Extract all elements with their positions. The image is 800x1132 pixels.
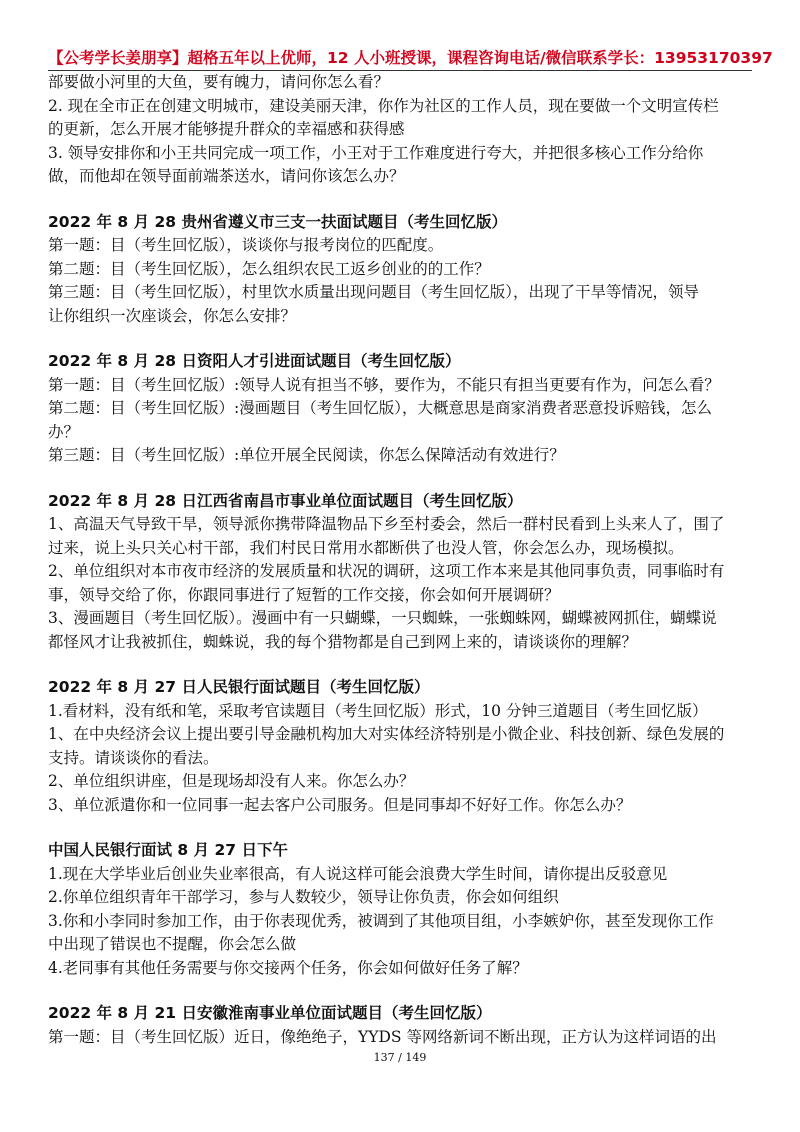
text-line: 部要做小河里的大鱼，要有魄力，请问你怎么看？ [48, 73, 390, 91]
text-line: 1、高温天气导致干旱，领导派你携带降温物品下乡至村委会，然后一群村民看到上头来人了，围了 [48, 515, 725, 533]
text-line: 2. 现在全市正在创建文明城市，建设美丽天津，你作为社区的工作人员，现在要做一个文明宣传栏 [48, 96, 719, 115]
text-line: 2.你单位组织青年干部学习，参与人数较少，领导让你负责，你会如何组织 [48, 888, 559, 906]
text-line: 第三题：目（考生回忆版），村里饮水质量出现问题目（考生回忆版），出现了干旱等情况，领导 [48, 283, 700, 301]
section-pboc-afternoon [48, 839, 752, 980]
text-line: 第三题：目（考生回忆版）:单位开展全民阅读，你怎么保障活动有效进行？ [48, 446, 565, 464]
page-number: 137 / 149 [373, 1051, 427, 1064]
text-line: 办？ [48, 422, 80, 441]
text-line: 3. 领导安排你和小王共同完成一项工作，小王对于工作难度进行夸大，并把很多核心工作分给你 [48, 143, 704, 162]
text-line: 都怪风才让我被抓住，蜘蛛说，我的每个猎物都是自己到网上来的，请谈谈你的理解？ [48, 632, 638, 651]
text-line: 第一题：目（考生回忆版）:领导人说有担当不够，要作为，不能只有担当更要有作为，问怎么看？ [48, 375, 720, 394]
section-zunyi [48, 211, 752, 329]
text-line: 中出现了错误也不提醒，你会怎么做 [48, 935, 297, 953]
section-heading: 2022 年 8 月 28 日资阳人才引进面试题目（考生回忆版） [48, 352, 461, 370]
section-heading: 2022 年 8 月 28 日江西省南昌市事业单位面试题目（考生回忆版） [48, 491, 523, 510]
text-line: 过来，说上头只关心村干部，我们村民日常用水都断供了也没人管，你会怎么办，现场模拟。 [48, 538, 684, 557]
text-line: 3.你和小李同时参加工作，由于你表现优秀，被调到了其他项目组，小李嫉妒你，甚至发现你工作 [48, 911, 714, 930]
text-line: 4.老同事有其他任务需要与你交接两个任务，你会如何做好任务了解？ [48, 958, 528, 977]
section-huainan [48, 1002, 752, 1049]
text-line: 让你组织一次座谈会，你怎么安排？ [48, 306, 297, 325]
text-line: 做，而他却在领导面前端茶送水，请问你该怎么办？ [48, 167, 405, 185]
text-line: 1.现在大学毕业后创业失业率很高，有人说这样可能会浪费大学生时间，请你提出反驳意见 [48, 864, 668, 883]
page-header: 【公考学长姜朋享】超格五年以上优师，12 人小班授课，课程咨询电话/微信联系学长：13953170397 [48, 49, 773, 67]
text-line: 3、单位派遣你和一位同事一起去客户公司服务。但是同事却不好好工作。你怎么办？ [48, 795, 632, 814]
text-line: 3、漫画题目（考生回忆版）。漫画中有一只蝴蝶，一只蜘蛛，一张蜘蛛网，蝴蝶被网抓住，蝴蝶说 [48, 609, 717, 627]
text-line: 第一题：目（考生回忆版），谈谈你与报考岗位的匹配度。 [48, 236, 444, 254]
section-heading: 2022 年 8 月 28 贵州省遵义市三支一扶面试题目（考生回忆版） [48, 212, 507, 231]
text-line: 第二题：目（考生回忆版）:漫画题目（考生回忆版），大概意思是商家消费者恶意投诉赔钱，怎么 [48, 399, 712, 417]
text-line: 第一题：目（考生回忆版）近日，像绝绝子，YYDS 等网络新词不断出现，正方认为这样词语的出 [48, 1027, 717, 1046]
text-line: 事，领导交给了你，你跟同事进行了短暂的工作交接，你会如何开展调研？ [48, 585, 560, 604]
intro-block [48, 71, 752, 189]
section-pboc [48, 676, 752, 817]
section-heading: 2022 年 8 月 21 日安徽淮南事业单位面试题目（考生回忆版） [48, 1004, 492, 1022]
section-ziyang [48, 350, 752, 468]
text-line: 支持。请谈谈你的看法。 [48, 748, 219, 767]
text-line: 第二题：目（考生回忆版），怎么组织农民工返乡创业的的工作？ [48, 259, 490, 278]
text-line: 的更新，怎么开展才能够提升群众的幸福感和获得感 [48, 120, 405, 138]
section-heading: 2022 年 8 月 27 日人民银行面试题目（考生回忆版） [48, 678, 430, 696]
text-line: 1.看材料，没有纸和笔，采取考官读题目（考生回忆版）形式，10 分钟三道题目（考生回忆版） [48, 701, 708, 720]
section-nanchang [48, 490, 752, 655]
section-heading: 中国人民银行面试 8 月 27 日下午 [48, 841, 288, 859]
text-line: 1、在中央经济会议上提出要引导金融机构加大对实体经济特别是小微企业、科技创新、绿色发展的 [48, 725, 725, 743]
text-line: 2、单位组织对本市夜市经济的发展质量和状况的调研，这项工作本来是其他同事负责，同事临时有 [48, 562, 725, 580]
text-line: 2、单位组织讲座，但是现场却没有人来。你怎么办？ [48, 772, 415, 790]
document-body [48, 71, 752, 1049]
